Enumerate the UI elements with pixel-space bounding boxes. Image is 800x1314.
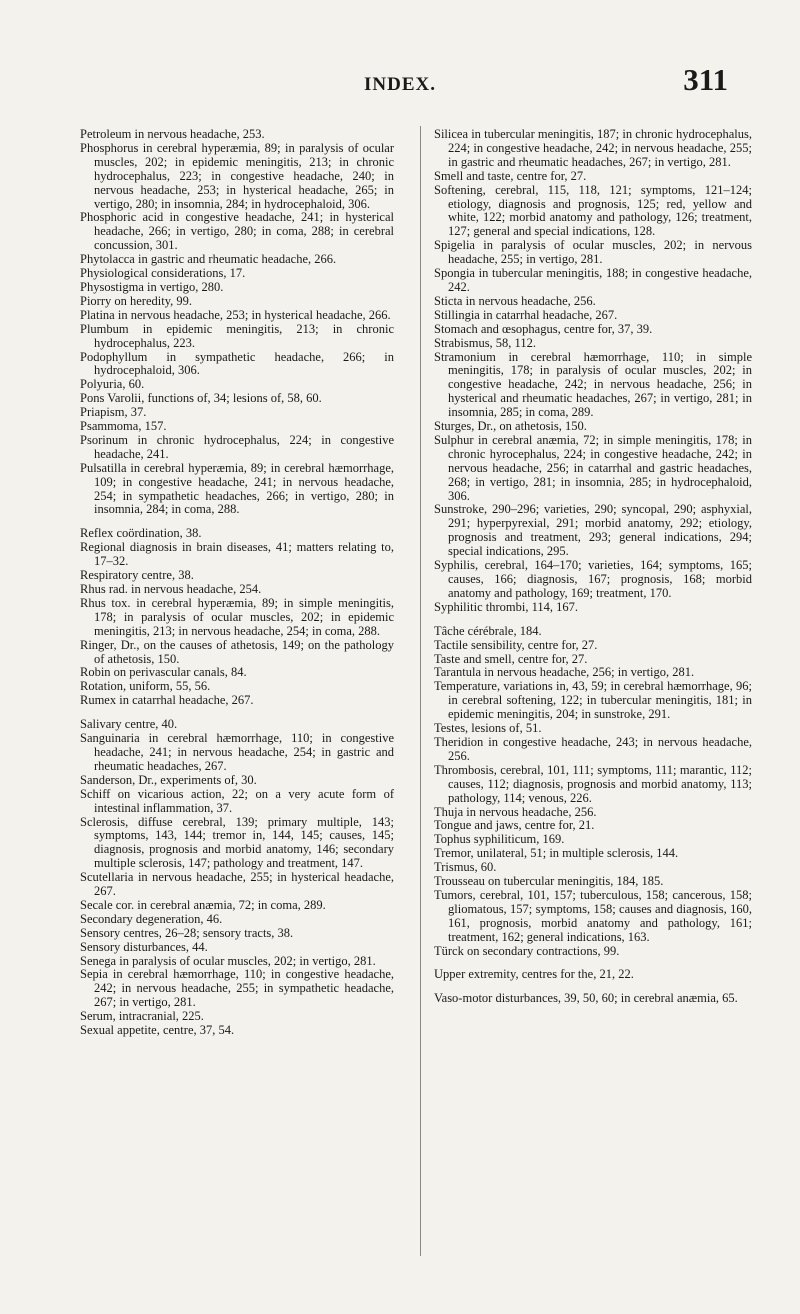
index-entry: Thrombosis, cerebral, 101, 111; symptoms, 111; marantic, 112; causes, 112; diagnosis, prognosis and morbid anatomy, 113; pathology, 114; venous, 226. — [434, 762, 752, 805]
index-entry: Tarantula in nervous headache, 256; in vertigo, 281. — [434, 665, 695, 680]
index-entry: Rhus tox. in cerebral hyperæmia, 89; in simple meningitis, 178; in paralysis of ocular muscles, 202; in epidemic meningitis, 213; in nervous headache, 254; in coma, 288. — [80, 595, 394, 638]
index-entry: Tumors, cerebral, 101, 157; tuberculous, 158; cancerous, 158; gliomatous, 157; symptoms, 158; causes and diagnosis, 160, 161, prognosis, morbid anatomy and pathology, 161; treatment, 162; general indications, 163. — [434, 887, 752, 944]
index-entry: Reflex coördination, 38. — [80, 526, 202, 541]
index-entry: Tophus syphiliticum, 169. — [434, 832, 565, 847]
column-divider — [420, 126, 421, 1256]
index-entry: Rotation, uniform, 55, 56. — [80, 679, 211, 694]
index-entry: Phosphorus in cerebral hyperæmia, 89; in paralysis of ocular muscles, 202; in epidemic meningitis, 213; in chronic hydrocephalus, 223; in congestive headache, 240; in nervous headache, 253; in hysterical headache, 265; in vertigo, 280; in insomnia, 284; in hydrocephaloid, 306. — [80, 140, 394, 211]
page-header — [0, 62, 800, 122]
index-entry: Spigelia in paralysis of ocular muscles, 202; in nervous headache, 255; in vertigo, 281. — [434, 238, 752, 267]
index-entry: Piorry on heredity, 99. — [80, 293, 193, 308]
index-entry: Scutellaria in nervous headache, 255; in hysterical headache, 267. — [80, 870, 394, 899]
index-entry: Sexual appetite, centre, 37, 54. — [80, 1023, 235, 1038]
index-entry: Stramonium in cerebral hæmorrhage, 110; in simple meningitis, 178; in paralysis of ocular muscles, 202; in congestive headache, 242; in nervous headache, 256; in hysterical and rheumatic headaches, 267; in vertigo, 281; in insomnia, 285; in coma, 289. — [434, 349, 752, 420]
index-entry: Strabismus, 58, 112. — [434, 335, 536, 350]
index-entry: Sanderson, Dr., experiments of, 30. — [80, 772, 257, 787]
index-entry: Serum, intracranial, 225. — [80, 1009, 204, 1024]
index-entry: Physostigma in vertigo, 280. — [80, 279, 224, 294]
index-entry: Stomach and œsophagus, centre for, 37, 39. — [434, 321, 653, 336]
right-index-column — [434, 128, 752, 1006]
index-entry: Psammoma, 157. — [80, 419, 167, 434]
index-entry: Softening, cerebral, 115, 118, 121; symptoms, 121–124; etiology, diagnosis and prognosis, 125; red, yellow and white, 122; morbid anatomy and pathology, 126; treatment, 127; general and special indications, 128. — [434, 182, 752, 239]
index-entry: Psorinum in chronic hydrocephalus, 224; in congestive headache, 241. — [80, 432, 394, 461]
index-entry: Türck on secondary contractions, 99. — [434, 943, 620, 958]
index-entry: Secale cor. in cerebral anæmia, 72; in coma, 289. — [80, 897, 326, 912]
index-entry: Tactile sensibility, centre for, 27. — [434, 637, 598, 652]
left-index-column — [80, 128, 394, 1038]
index-entry: Silicea in tubercular meningitis, 187; in chronic hydrocephalus, 224; in congestive headache, 242; in nervous headache, 255; in gastric and rheumatic headaches, 267; in vertigo, 281. — [434, 127, 752, 169]
index-entry: Pulsatilla in cerebral hyperæmia, 89; in cerebral hæmorrhage, 109; in congestive headache, 241; in nervous headache, 254; in sympathetic headaches, 266; in vertigo, 280; in insomnia, 284; in coma, 288. — [80, 460, 394, 517]
index-entry: Sclerosis, diffuse cerebral, 139; primary multiple, 143; symptoms, 143, 144; tremor in, 144, 145; causes, 145; diagnosis, prognosis and morbid anatomy, 146; secondary multiple sclerosis, 147; pathology and treatment, 147. — [80, 814, 394, 871]
index-entry: Sensory disturbances, 44. — [80, 939, 208, 954]
index-entry: Plumbum in epidemic meningitis, 213; in chronic hydrocephalus, 223. — [80, 321, 394, 350]
index-entry: Temperature, variations in, 43, 59; in cerebral hæmorrhage, 96; in cerebral softening, 122; in tubercular meningitis, 181; in epidemic meningitis, 204; in sunstroke, 291. — [434, 679, 752, 722]
index-entry: Sticta in nervous headache, 256. — [434, 293, 596, 308]
index-entry: Stillingia in catarrhal headache, 267. — [434, 307, 618, 322]
index-entry: Physiological considerations, 17. — [80, 266, 246, 281]
index-entry: Phytolacca in gastric and rheumatic headache, 266. — [80, 252, 337, 267]
index-entry: Tremor, unilateral, 51; in multiple sclerosis, 144. — [434, 846, 679, 861]
index-entry: Pons Varolii, functions of, 34; lesions of, 58, 60. — [80, 391, 322, 406]
index-entry: Schiff on vicarious action, 22; on a very acute form of intestinal inflammation, 37. — [80, 786, 394, 815]
index-entry: Secondary degeneration, 46. — [80, 911, 223, 926]
index-entry: Ringer, Dr., on the causes of athetosis, 149; on the pathology of athetosis, 150. — [80, 637, 394, 666]
index-entry: Rhus rad. in nervous headache, 254. — [80, 582, 262, 596]
index-entry: Spongia in tubercular meningitis, 188; in congestive headache, 242. — [434, 266, 752, 294]
index-entry: Salivary centre, 40. — [80, 717, 178, 732]
index-entry: Rumex in catarrhal headache, 267. — [80, 693, 254, 708]
index-entry: Sanguinaria in cerebral hæmorrhage, 110; in congestive headache, 241; in nervous headache, 254; in gastric and rheumatic headaches, 267. — [80, 731, 394, 773]
index-entry: Theridion in congestive headache, 243; in nervous headache, 256. — [434, 734, 752, 763]
index-entry: Senega in paralysis of ocular muscles, 202; in vertigo, 281. — [80, 953, 376, 968]
index-entry: Syphilis, cerebral, 164–170; varieties, 164; symptoms, 165; causes, 166; diagnosis, 167; prognosis, 168; morbid anatomy and pathology, 169; treatment, 170. — [434, 558, 752, 600]
index-entry: Sepia in cerebral hæmorrhage, 110; in congestive headache, 242; in nervous headache, 255; in sympathetic headache, 267; in vertigo, 281. — [80, 967, 394, 1010]
index-entry: Tâche cérébrale, 184. — [434, 623, 542, 638]
index-entry: Sunstroke, 290–296; varieties, 290; syncopal, 290; asphyxial, 291; hyperpyrexial, 291; morbid anatomy, 292; etiology, prognosis and treatment, 293; general indications, 294; special indications, 295. — [434, 502, 752, 559]
index-entry: Phosphoric acid in congestive headache, 241; in hysterical headache, 266; in vertigo, 280; in coma, 288; in cerebral concussion, 301. — [80, 210, 394, 253]
index-entry: Regional diagnosis in brain diseases, 41; matters relating to, 17–32. — [80, 540, 394, 569]
index-entry: Testes, lesions of, 51. — [434, 721, 542, 736]
index-entry: Trousseau on tubercular meningitis, 184, 185. — [434, 874, 664, 889]
index-entry: Priapism, 37. — [80, 405, 147, 420]
index-entry: Tongue and jaws, centre for, 21. — [434, 818, 595, 833]
page-number: 311 — [683, 62, 728, 97]
index-entry: Vaso-motor disturbances, 39, 50, 60; in cerebral anæmia, 65. — [434, 991, 738, 1006]
index-entry: Syphilitic thrombi, 114, 167. — [434, 599, 578, 614]
index-entry: Robin on perivascular canals, 84. — [80, 665, 247, 680]
page-title: INDEX. — [364, 74, 436, 95]
index-entry: Taste and smell, centre for, 27. — [434, 651, 588, 666]
index-entry: Polyuria, 60. — [80, 377, 145, 392]
index-entry: Upper extremity, centres for the, 21, 22. — [434, 967, 634, 982]
index-entry: Petroleum in nervous headache, 253. — [80, 127, 265, 141]
index-entry: Sulphur in cerebral anæmia, 72; in simple meningitis, 178; in chronic hyrocephalus, 224; in congestive headache, 242; in nervous headache, 256; in catarrhal and gastric headaches, 268; in vertigo, 281; in insomnia, 285; in hydrocephaloid, 306. — [434, 432, 752, 503]
index-entry: Respiratory centre, 38. — [80, 568, 194, 583]
index-entry: Smell and taste, centre for, 27. — [434, 168, 587, 183]
index-entry: Sturges, Dr., on athetosis, 150. — [434, 419, 587, 434]
index-entry: Sensory centres, 26–28; sensory tracts, 38. — [80, 925, 294, 940]
index-entry: Platina in nervous headache, 253; in hysterical headache, 266. — [80, 307, 391, 322]
index-entry: Podophyllum in sympathetic headache, 266; in hydrocephaloid, 306. — [80, 349, 394, 378]
index-entry: Trismus, 60. — [434, 860, 497, 875]
index-entry: Thuja in nervous headache, 256. — [434, 804, 597, 819]
